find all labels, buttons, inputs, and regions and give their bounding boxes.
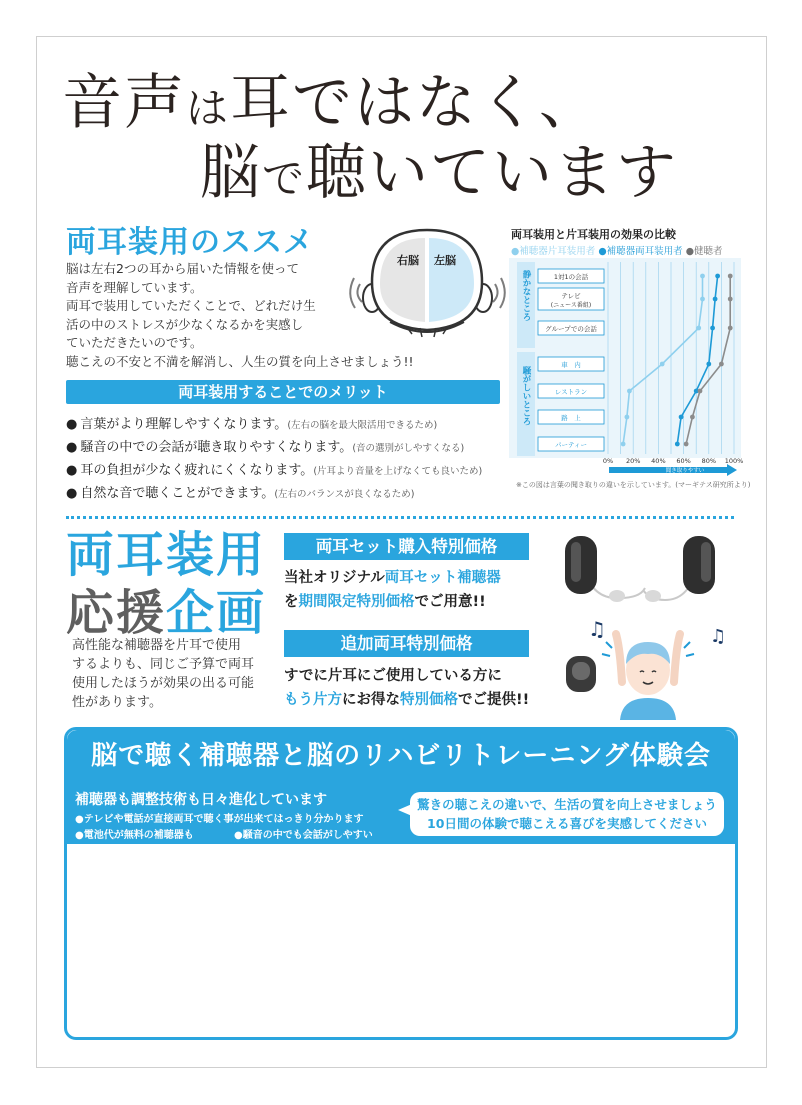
series-point <box>700 297 705 302</box>
support-line: 性があります。 <box>72 695 162 710</box>
series-point <box>710 326 715 331</box>
group-label-noisy: 騒がしいところ <box>521 366 531 426</box>
series-point <box>706 362 711 367</box>
bubble-tail <box>398 802 412 818</box>
legend-item-normal: ●健聴者 <box>685 246 723 257</box>
additional-price-tag: 追加両耳特別価格 <box>284 630 529 657</box>
chart-footnote: ※この図は言葉の聞き取りの違いを示しています。(マーギテス研究所より) <box>516 481 751 489</box>
comparison-chart <box>509 258 744 486</box>
series-point <box>728 326 733 331</box>
chart-title: 両耳装用と片耳装用の効果の比較 <box>511 228 676 241</box>
series-point <box>713 297 718 302</box>
category-label: パーティー <box>555 441 587 449</box>
support-title-line-1: 両耳装用 <box>66 527 267 583</box>
set-price-tag: 両耳セット購入特別価格 <box>284 533 529 560</box>
event-speech-bubble <box>410 792 724 836</box>
merit-item: ● 耳の負担が少なく疲れにくくなります。(片耳より音量を上げなくても良いため) <box>66 463 483 478</box>
category-label: (ニュース番組) <box>550 302 592 309</box>
chart-legend <box>511 243 723 257</box>
event-bullet: ●電池代が無料の補聴器も <box>75 830 194 841</box>
support-title-line-2: 応援企画 <box>66 585 267 641</box>
support-text <box>72 636 254 712</box>
x-tick-label: 20% <box>625 457 641 465</box>
series-point <box>690 415 695 420</box>
bubble-line: 驚きの聴こえの違いで、生活の質を向上させましょう <box>417 797 717 812</box>
headline-line-2: 脳で聴いています <box>200 138 679 208</box>
category-label: テレビ <box>561 292 581 300</box>
svg-text:♫: ♫ <box>710 626 727 647</box>
intro-line: 脳は左右2つの耳から届いた情報を使って <box>66 261 299 276</box>
series-point <box>621 442 626 447</box>
event-title: 脳で聴く補聴器と脳のリハビリトレーニング体験会 <box>67 730 735 784</box>
x-tick-label: 0% <box>602 457 614 465</box>
bubble-line: 10日間の体験で聴こえる喜びを実感してください <box>427 816 707 831</box>
hearing-aids-pair-image <box>555 528 725 608</box>
event-subtitle: 補聴器も調整技術も日々進化しています <box>75 792 327 808</box>
x-tick-label: 80% <box>701 457 717 465</box>
category-label: グループでの会話 <box>545 325 597 333</box>
additional-price-text: すでに片耳にご使用している方に もう片方にお得な特別価格でご提供!! <box>284 668 530 708</box>
group-label-quiet: 静かなところ <box>521 270 531 321</box>
series-point <box>679 415 684 420</box>
support-line: するよりも、同じご予算で両耳 <box>72 657 255 672</box>
brain-right-label: 右脳 <box>397 254 419 267</box>
x-arrow-label: 聞き取りやすい <box>665 468 705 474</box>
intro-title: 両耳装用のススメ <box>66 225 314 260</box>
section-divider <box>66 516 734 519</box>
event-bullet: ●騒音の中でも会話がしやすい <box>234 830 373 841</box>
set-price-text: 当社オリジナル両耳セット補聴器 を期間限定特別価格でご用意!! <box>284 570 501 610</box>
event-bullet: ●テレビや電話が直接両耳で聴く事が出来てはっきり分かります <box>75 814 364 825</box>
support-title <box>66 526 266 642</box>
support-line: 高性能な補聴器を片耳で使用 <box>72 638 242 653</box>
legend-item-both-ears: ●補聴器両耳装用者 <box>598 246 683 257</box>
listening-man-illustration <box>560 612 736 720</box>
x-tick-label: 60% <box>676 457 691 465</box>
intro-line: 活の中のストレスが少なくなるかを実感し <box>66 316 304 332</box>
intro-line: 音声を理解しています。 <box>66 279 203 295</box>
brain-head-illustration <box>350 222 505 347</box>
intro-line: ていただきたいのです。 <box>66 335 203 350</box>
support-line: 使用したほうが効果の出る可能 <box>72 676 255 691</box>
category-label: 車 内 <box>561 361 581 369</box>
x-tick-label: 40% <box>651 457 666 465</box>
series-point <box>728 297 733 302</box>
merit-item: ● 言葉がより理解しやすくなります。(左右の脳を最大限活用できるため) <box>66 417 438 432</box>
headline-line-1: 音声は耳ではなく、 <box>62 68 601 138</box>
intro-line: 両耳で装用していただくことで、どれだけ生 <box>66 298 316 313</box>
x-tick-label: 100% <box>724 457 744 465</box>
series-point <box>696 326 701 331</box>
series-point <box>625 415 630 420</box>
series-point <box>700 274 705 279</box>
series-point <box>698 389 703 394</box>
brain-left-label: 左脳 <box>434 254 456 267</box>
svg-text:♫: ♫ <box>588 617 606 641</box>
category-label: レストラン <box>554 388 588 396</box>
legend-item-one-ear: ●補聴器片耳装用者 <box>511 246 596 257</box>
category-label: 1対1の会話 <box>553 273 589 281</box>
series-point <box>715 274 720 279</box>
category-label: 路 上 <box>561 414 581 422</box>
merits-bar: 両耳装用することでのメリット <box>66 380 500 404</box>
series-point <box>675 442 680 447</box>
intro-line: 聴こえの不安と不満を解消し、人生の質を向上させましょう!! <box>66 353 414 369</box>
series-point <box>660 362 665 367</box>
series-point <box>719 362 724 367</box>
merit-item: ● 自然な音で聴くことができます。(左右のバランスが良くなるため) <box>66 486 415 501</box>
series-point <box>684 442 689 447</box>
merit-item: ● 騒音の中での会話が聴き取りやすくなります。(音の選別がしやすくなる) <box>66 440 465 455</box>
series-point <box>728 274 733 279</box>
series-point <box>627 389 632 394</box>
